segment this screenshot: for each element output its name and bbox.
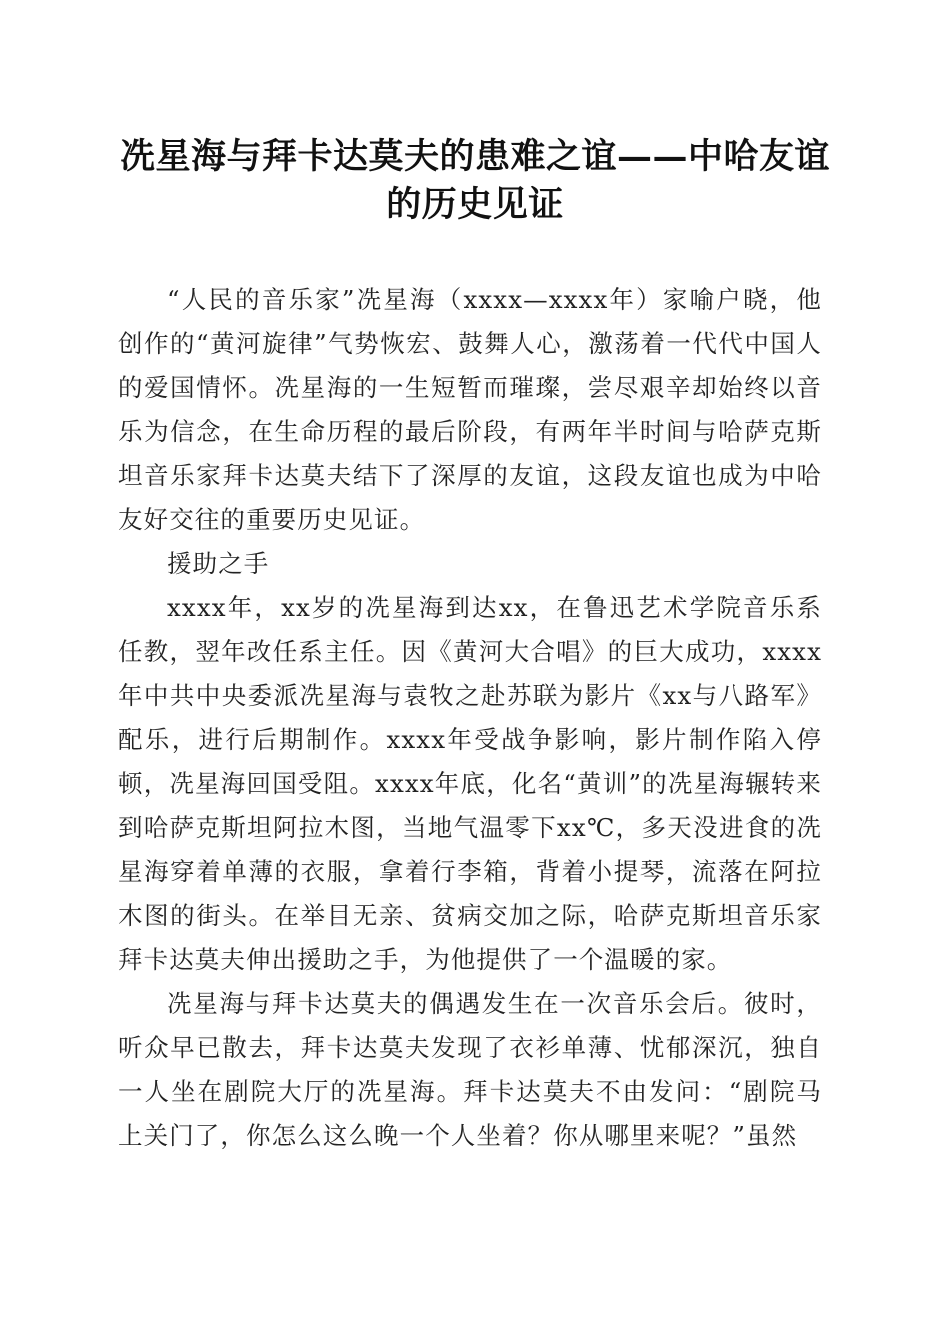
document-title: 冼星海与拜卡达莫夫的患难之谊——中哈友谊的历史见证: [119, 136, 830, 225]
intro-paragraph: “人民的音乐家”冼星海（xxxx—xxxx年）家喻户晓，他创作的“黄河旋律”气势恢宏、鼓舞人心，激荡着一代代中国人的爱国情怀。冼星海的一生短暂而璀璨，尝尽艰辛却始终以音乐为信念，在生命历程的最后阶段，有两年半时间与哈萨克斯坦音乐家拜卡达莫夫结下了深厚的友谊，这段友谊也成为中哈友好交往的重要历史见证。: [118, 285, 822, 534]
body-paragraph: xxxx年，xx岁的冼星海到达xx，在鲁迅艺术学院音乐系任教，翌年改任系主任。因《黄河大合唱》的巨大成功，xxxx年中共中央委派冼星海与袁牧之赴苏联为影片《xx与八路军》配乐，进行后期制作。xxxx年受战争影响，影片制作陷入停顿，冼星海回国受阻。xxxx年底，化名“黄训”的冼星海辗转来到哈萨克斯坦阿拉木图，当地气温零下xx℃，多天没进食的冼星海穿着单薄的衣服，拿着行李箱，背着小提琴，流落在阿拉木图的街头。在举目无亲、贫病交加之际，哈萨克斯坦音乐家拜卡达莫夫伸出援助之手，为他提供了一个温暖的家。: [118, 593, 822, 974]
body-paragraph: 冼星海与拜卡达莫夫的偶遇发生在一次音乐会后。彼时，听众早已散去，拜卡达莫夫发现了衣衫单薄、忧郁深沉，独自一人坐在剧院大厅的冼星海。拜卡达莫夫不由发问：“剧院马上关门了，你怎么这么晚一个人坐着？你从哪里来呢？”虽然: [118, 989, 822, 1150]
document-body: [118, 278, 822, 1158]
section-heading: 援助之手: [167, 549, 270, 578]
